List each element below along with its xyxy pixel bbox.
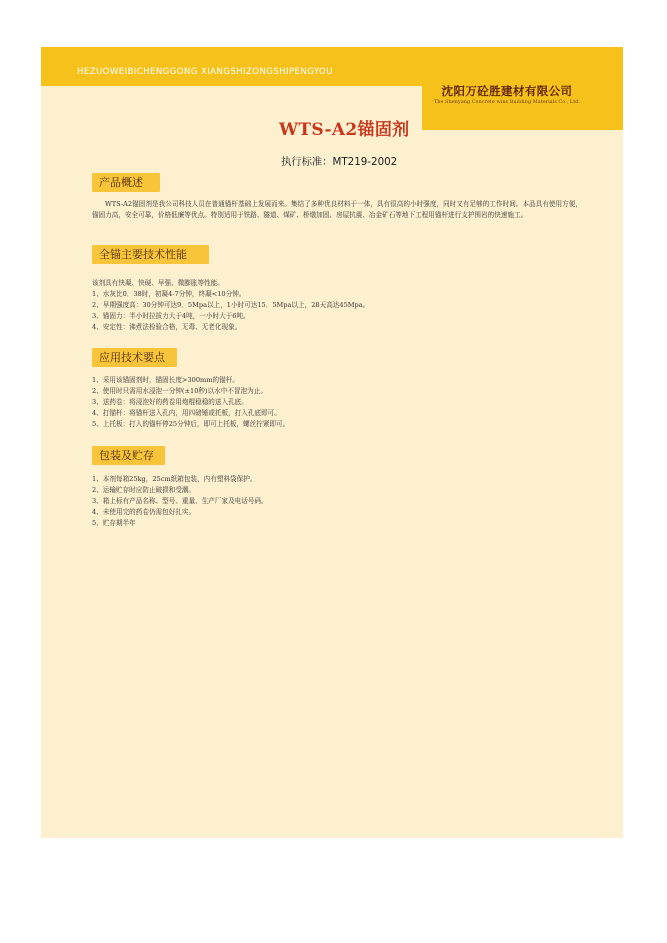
list-item: 1、本剂每箱25kg，25cm纸箱包装，内有塑料袋保护。 bbox=[92, 475, 257, 483]
packaging-text bbox=[92, 474, 582, 529]
list-item: 4、打锚杆：将锚杆送入孔内，用四磅锤或托板，打入孔底即可。 bbox=[92, 408, 281, 417]
brochure-page bbox=[41, 47, 623, 838]
company-name: 沈阳万砼胜建材有限公司 bbox=[441, 84, 573, 98]
performance-intro: 该剂具有快凝、快硬、早强、微膨胀等性能。 bbox=[92, 279, 224, 287]
company-name-english: The Shenyang Concrete wins Building Materials Co., Ltd. bbox=[433, 99, 581, 105]
list-item: 4、未使用完的药卷仍需包好扎实。 bbox=[92, 507, 196, 516]
list-item: 3、箱上标有产品名称、型号、重量、生产厂家及电话号码。 bbox=[92, 496, 268, 505]
header-tagline: HEZUOWEIBICHENGGONG XIANGSHIZONGSHIPENGYOU bbox=[77, 67, 333, 77]
application-text bbox=[92, 375, 582, 430]
overview-paragraph: WTS-A2锚固剂是我公司科技人员在普通锚杆基础上发展而来。集结了多种优良材料于一体，具有很高的小时强度，同时又有足够的工作时间。本品具有使用方便，锚固力高，安全可靠，价格低廉等优点。特别适用于铁路、隧道、煤矿、桥墩加固、房屋抗震、冶金矿石等地下工程用锚杆进行支护围岩的快速施工。 bbox=[92, 200, 582, 219]
list-item: 2、使用时只需用水浸泡一分钟(±10秒)以水中不冒泡为止。 bbox=[92, 386, 267, 395]
list-item: 1、采用该锚固剂时，锚固长度>300mm的锚杆。 bbox=[92, 376, 239, 384]
list-item: 4、安定性：沸煮法检验合格，无毒、无老化现象。 bbox=[92, 322, 242, 331]
overview-text bbox=[92, 199, 582, 221]
list-item: 2、运输贮存时应防止破损和受潮。 bbox=[92, 485, 196, 494]
section-label-packaging: 包装及贮存 bbox=[92, 446, 165, 465]
list-item: 3、锚固力：半小时拉拔力大于4吨，一小时大于6吨。 bbox=[92, 311, 250, 320]
list-item: 2、早期强度高：30分钟可达9．5Mpa以上，1小时可达15．5Mpa以上，28天高达45Mpa。 bbox=[92, 300, 370, 309]
section-label-overview: 产品概述 bbox=[92, 173, 160, 192]
list-item: 5、贮存期半年 bbox=[92, 518, 136, 527]
section-label-application: 应用技术要点 bbox=[92, 348, 177, 367]
performance-text bbox=[92, 278, 582, 333]
product-title: WTS-A2锚固剂 bbox=[279, 120, 410, 140]
list-item: 3、送药卷：将浸泡好的药卷用炮棍稳稳的送入孔底。 bbox=[92, 397, 248, 406]
header-band bbox=[41, 47, 623, 86]
standard-line: 执行标准：MT219-2002 bbox=[281, 156, 398, 168]
section-label-performance: 全锚主要技术性能 bbox=[92, 245, 209, 264]
list-item: 5、上托板：打入的锚杆停25分钟后，即可上托板，螺丝拧紧即可。 bbox=[92, 419, 290, 428]
list-item: 1、水灰比0．38时，初凝4-7分钟，终凝<10分钟。 bbox=[92, 289, 246, 298]
